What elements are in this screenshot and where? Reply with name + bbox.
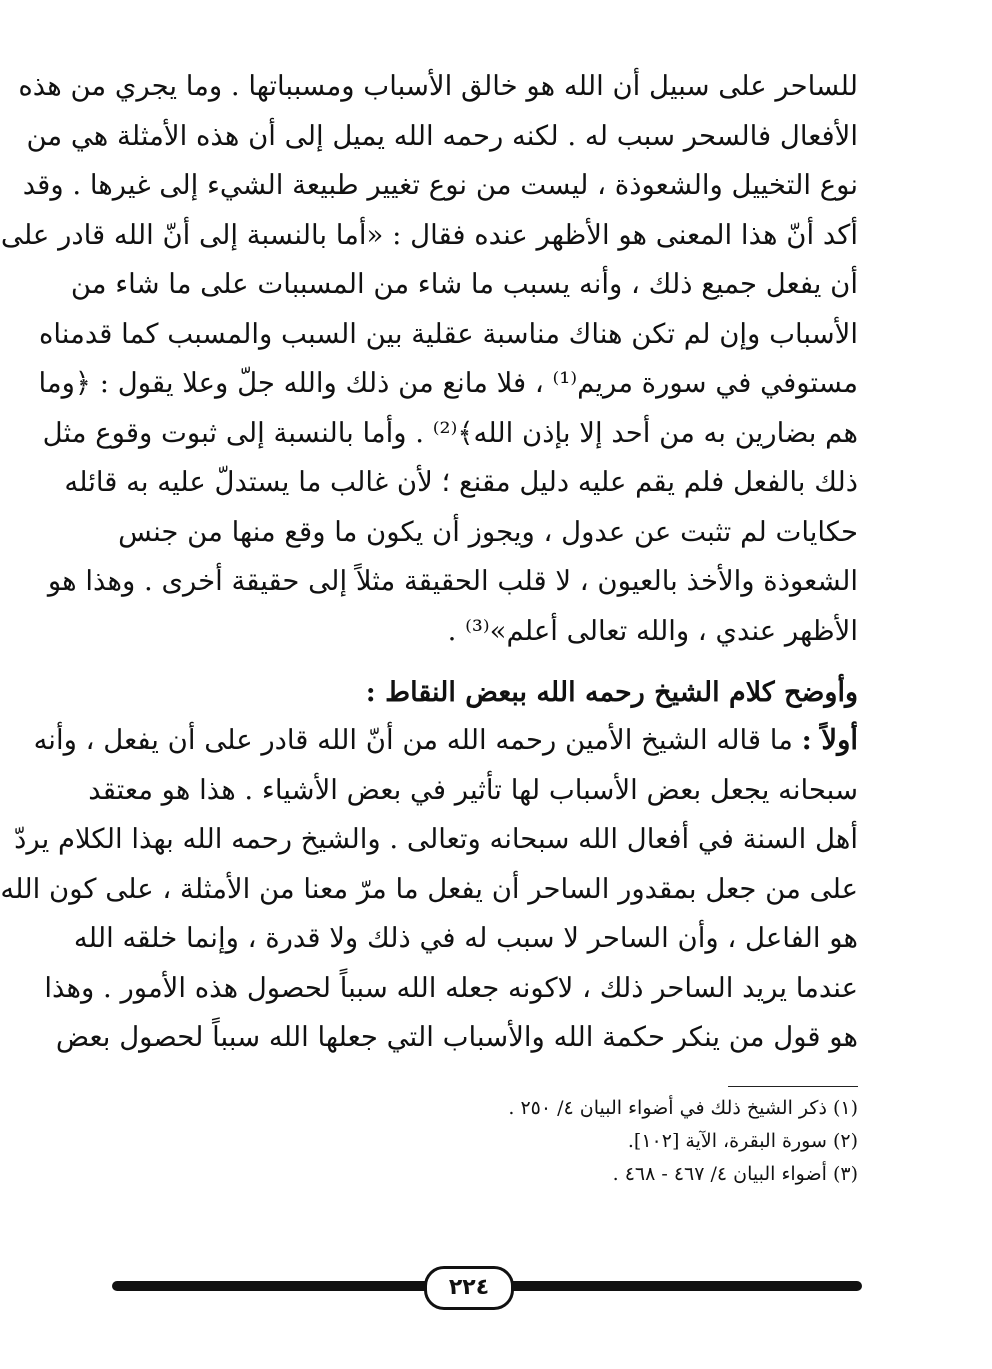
body-line: هم بضارين به من أحد إلا بإذن الله﴾⁽²⁾ . وأما بالنسبة إلى ثبوت وقوع مثل: [42, 416, 858, 449]
body-line: أن يفعل جميع ذلك ، وأنه يسبب ما شاء من المسببات على ما شاء من: [70, 268, 858, 300]
body-line: مستوفي في سورة مريم⁽¹⁾ ، فلا مانع من ذلك والله جلّ وعلا يقول : ﴿وما: [38, 367, 858, 399]
footnotes: [182, 1092, 858, 1191]
section-line: سبحانه يجعل بعض الأسباب لها تأثير في بعض الأشياء . هذا هو معتقد: [88, 773, 858, 806]
body-line: للساحر على سبيل أن الله هو خالق الأسباب ومسبباتها . وما يجري من هذه: [18, 70, 858, 102]
section-line: هو قول من ينكر حكمة الله والأسباب التي جعلها الله سبباً لحصول بعض: [55, 1021, 858, 1053]
footnote-1: (١) ذكر الشيخ ذلك في أضواء البيان ٤/ ٢٥٠ .: [508, 1097, 858, 1119]
footnote-separator: [728, 1086, 858, 1087]
body-line: أكد أنّ هذا المعنى هو الأظهر عنده فقال : «أما بالنسبة إلى أنّ الله قادر على: [0, 218, 858, 251]
section-line: على من جعل بمقدور الساحر أن يفعل ما مرّ معنا من الأمثلة ، على كون الله: [0, 872, 858, 905]
section-line: عندما يريد الساحر ذلك ، لاكونه جعله الله سبباً لحصول هذه الأمور . وهذا: [44, 971, 858, 1004]
body-paragraph: [0, 62, 858, 656]
footnote-3: (٣) أضواء البيان ٤/ ٤٦٧ - ٤٦٨ .: [612, 1163, 858, 1185]
body-line: ذلك بالفعل فلم يقم عليه دليل مقنع ؛ لأن غالب ما يستدلّ عليه به قائله: [64, 466, 858, 498]
page-number: ٢٢٤: [424, 1266, 514, 1310]
point-lead: أولاً :: [801, 724, 858, 756]
body-line: الأظهر عندي ، والله تعالى أعلم»⁽³⁾ .: [447, 614, 858, 647]
body-line: الشعوذة والأخذ بالعيون ، لا قلب الحقيقة مثلاً إلى حقيقة أخرى . وهذا هو: [47, 565, 858, 597]
section-first-line: [33, 716, 858, 766]
section-line: أهل السنة في أفعال الله سبحانه وتعالى . والشيخ رحمه الله بهذا الكلام يردّ: [14, 823, 858, 855]
section-line: هو الفاعل ، وأن الساحر لا سبب له في ذلك ولا قدرة ، وإنما خلقه الله: [73, 922, 858, 954]
section-heading: وأوضح كلام الشيخ رحمه الله ببعض النقاط :: [365, 677, 858, 708]
section-two-paragraph: [0, 716, 858, 1063]
body-line: نوع التخييل والشعوذة ، ليست من نوع تغيير طبيعة الشيء إلى غيرها . وقد: [22, 169, 858, 201]
body-line: الأفعال فالسحر سبب له . لكنه رحمه الله يميل إلى أن هذه الأمثلة هي من: [26, 119, 858, 152]
body-line: الأسباب وإن لم تكن هناك مناسبة عقلية بين السبب والمسبب كما قدمناه: [39, 317, 858, 350]
body-line: حكايات لم تثبت عن عدول ، ويجوز أن يكون ما وقع منها من جنس: [118, 515, 858, 548]
footnote-2: (٢) سورة البقرة، الآية [١٠٢].: [627, 1130, 858, 1152]
section-first-line-text: ما قاله الشيخ الأمين رحمه الله من أنّ الله قادر على أن يفعل ، وأنه: [33, 724, 802, 756]
